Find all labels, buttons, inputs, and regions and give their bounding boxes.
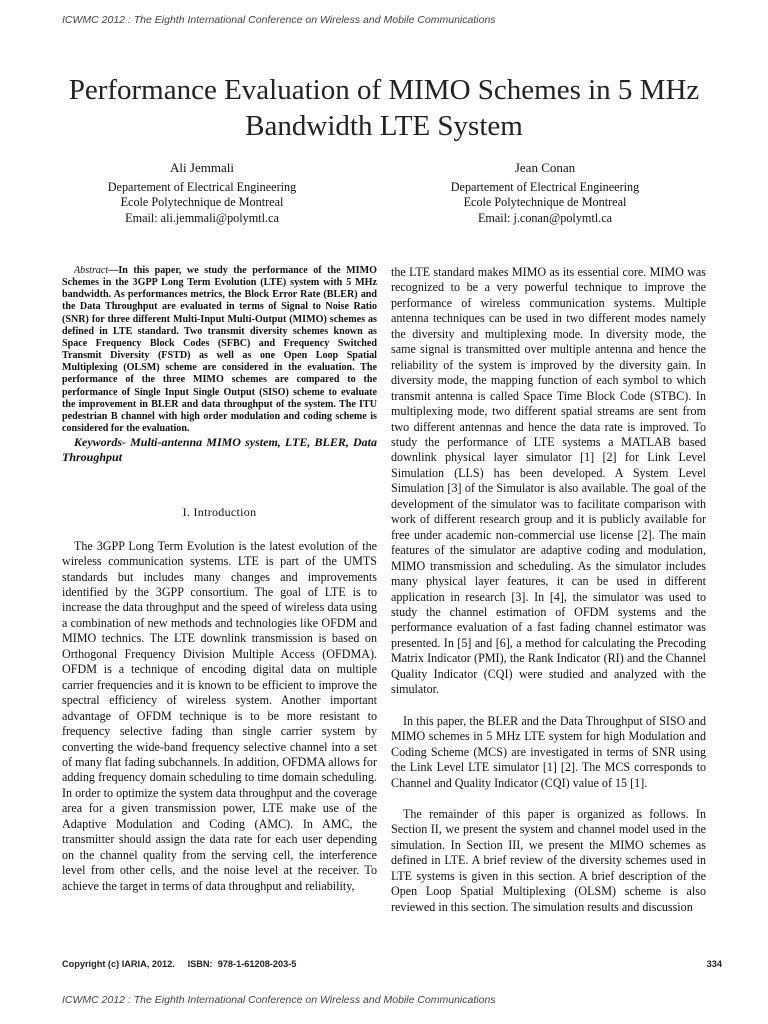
copyright-footer [62, 959, 722, 969]
keywords: Keywords- Multi-antenna MIMO system, LTE, BLER, Data Throughput [62, 435, 377, 465]
paragraph: The 3GPP Long Term Evolution is the latest evolution of the wireless communication systems. LTE is part of the UMTS standards but includes many changes and improvements identified by the 3GPP consortium. The goal of LTE is to increase the data throughput and the speed of wireless data using a combination of new methods and technologies like OFDM and MIMO technics. The LTE downlink transmission is based on Orthogonal Frequency Division Multiple Access (OFDMA). OFDM is a technique of encoding digital data on multiple carrier frequencies and it is known to be efficient to improve the spectral efficiency of wireless system. Another important advantage of OFDM technique is to be more resistant to frequency selective fading than single carrier system by converting the wide-band frequency selective channel into a set of many flat fading subchannels. In addition, OFDMA allows for adding frequency domain scheduling to time domain scheduling. In order to optimize the system data throughput and the coverage area for a given transmission power, LTE make use of the Adaptive Modulation and Coding (AMC). In AMC, the transmitter should assign the data rate for each user depending on the channel quality from the serving cell, the interference level from other cells, and the noise level at the receiver. To achieve the target in terms of data throughput and reliability, [62, 538, 378, 893]
paragraph: the LTE standard makes MIMO as its essential core. MIMO was recognized to be a very powerful technique to improve the performance of wireless communication systems. Multiple antenna techniques can be used in two different modes namely the diversity and multiplexing mode. In diversity mode, the same signal is transmitted over multiple antenna and hence the reliability of the system is improved by the diversity gain. In diversity mode, the mapping function of each symbol to which transmit antenna is called Space Time Block Code (STBC). In multiplexing mode, two different spatial streams are sent from two different antennas and hence the data rate is improved. To study the performance of LTE systems a MATLAB based downlink physical layer simulator [1] [2] for Link Level Simulation (LLS) has been developed. A System Level Simulation [3] of the Simulator is also available. The goal of the development of the simulator was to facilitate comparison with work of different research group and it is publicly available for free under academic non-commercial use license [2]. The main features of the simulator are adaptive coding and modulation, MIMO transmission and scheduling. As the simulator includes many physical layer features, it can be used in different application in research [3]. In [4], the simulator was used to study the channel estimation of OFDM systems and the performance evaluation of a fast fading channel estimator was presented. In [5] and [6], a method for calculating the Precoding Matrix Indicator (PMI), the Rank Indicator (RI) and the Channel Quality Indicator (CQI) were studied and analyzed with the simulator. [391, 265, 706, 697]
author-department: Departement of Electrical Engineering [450, 179, 640, 194]
page-number: 334 [706, 959, 722, 969]
section-heading-introduction: I. Introduction [182, 505, 257, 520]
abstract-text: —In this paper, we study the performance of the MIMO Schemes in the 3GPP Long Term Evolution (LTE) system with 5 MHz bandwidth. As performances metrics, the Block Error Rate (BLER) and the Data Throughput are evaluated in terms of Signal to Noise Ratio (SNR) for three different Multi-Input Multi-Output (MIMO) schemes as defined in LTE standard. Two transmit diversity schemes known as Space Frequency Block Codes (SFBC) and Frequency Switched Transmit Diversity (FSTD) as well as one Open Loop Spatial Multiplexing (OLSM) scheme are considered in the evaluation. The performance of the three MIMO schemes are compared to the performance of Single Input Single Output (SISO) scheme to evaluate the improvement in BLER and data throughput of the system. The ITU pedestrian B channel with high order modulation and coding scheme is considered for the evaluation. [62, 265, 377, 435]
author-department: Departement of Electrical Engineering [107, 179, 297, 194]
author-block-1 [72, 160, 332, 226]
paragraph: In this paper, the BLER and the Data Throughput of SISO and MIMO schemes in 5 MHz LTE system for high Modulation and Coding Scheme (MCS) are investigated in terms of SNR using the Link Level LTE simulator [1] [2]. The MCS corresponds to Channel and Quality Indicator (CQI) value of 15 [1]. [391, 713, 706, 790]
left-column [62, 265, 377, 894]
paper-title: Performance Evaluation of MIMO Schemes in 5 MHz Bandwidth LTE System [68, 74, 700, 142]
abstract [62, 265, 377, 435]
author-school: Ecole Polytechnique de Montreal [463, 195, 627, 209]
abstract-label: Abstract [74, 265, 109, 276]
right-column [391, 265, 706, 915]
copyright-text: Copyright (c) IARIA, 2012. ISBN: 978-1-61208-203-5 [62, 959, 297, 969]
author-email: Email: ali.jemmali@polymtl.ca [125, 210, 279, 225]
author-email: Email: j.conan@polymtl.ca [477, 210, 613, 225]
author-block-2 [415, 160, 675, 226]
author-name: Ali Jemmali [170, 160, 234, 175]
running-footer: ICWMC 2012 : The Eighth International Conference on Wireless and Mobile Communications [62, 994, 496, 1006]
author-school: Ecole Polytechnique de Montreal [120, 195, 284, 209]
author-name: Jean Conan [514, 160, 576, 175]
paragraph: The remainder of this paper is organized as follows. In Section II, we present the system and channel model used in the simulation. In Section III, we present the MIMO schemes as defined in LTE. A brief review of the diversity schemes used in LTE systems is given in this section. A brief description of the Open Loop Spatial Multiplexing (OLSM) scheme is also reviewed in this section. The simulation results and discussion [391, 806, 706, 914]
running-header: ICWMC 2012 : The Eighth International Conference on Wireless and Mobile Communications [62, 14, 496, 26]
